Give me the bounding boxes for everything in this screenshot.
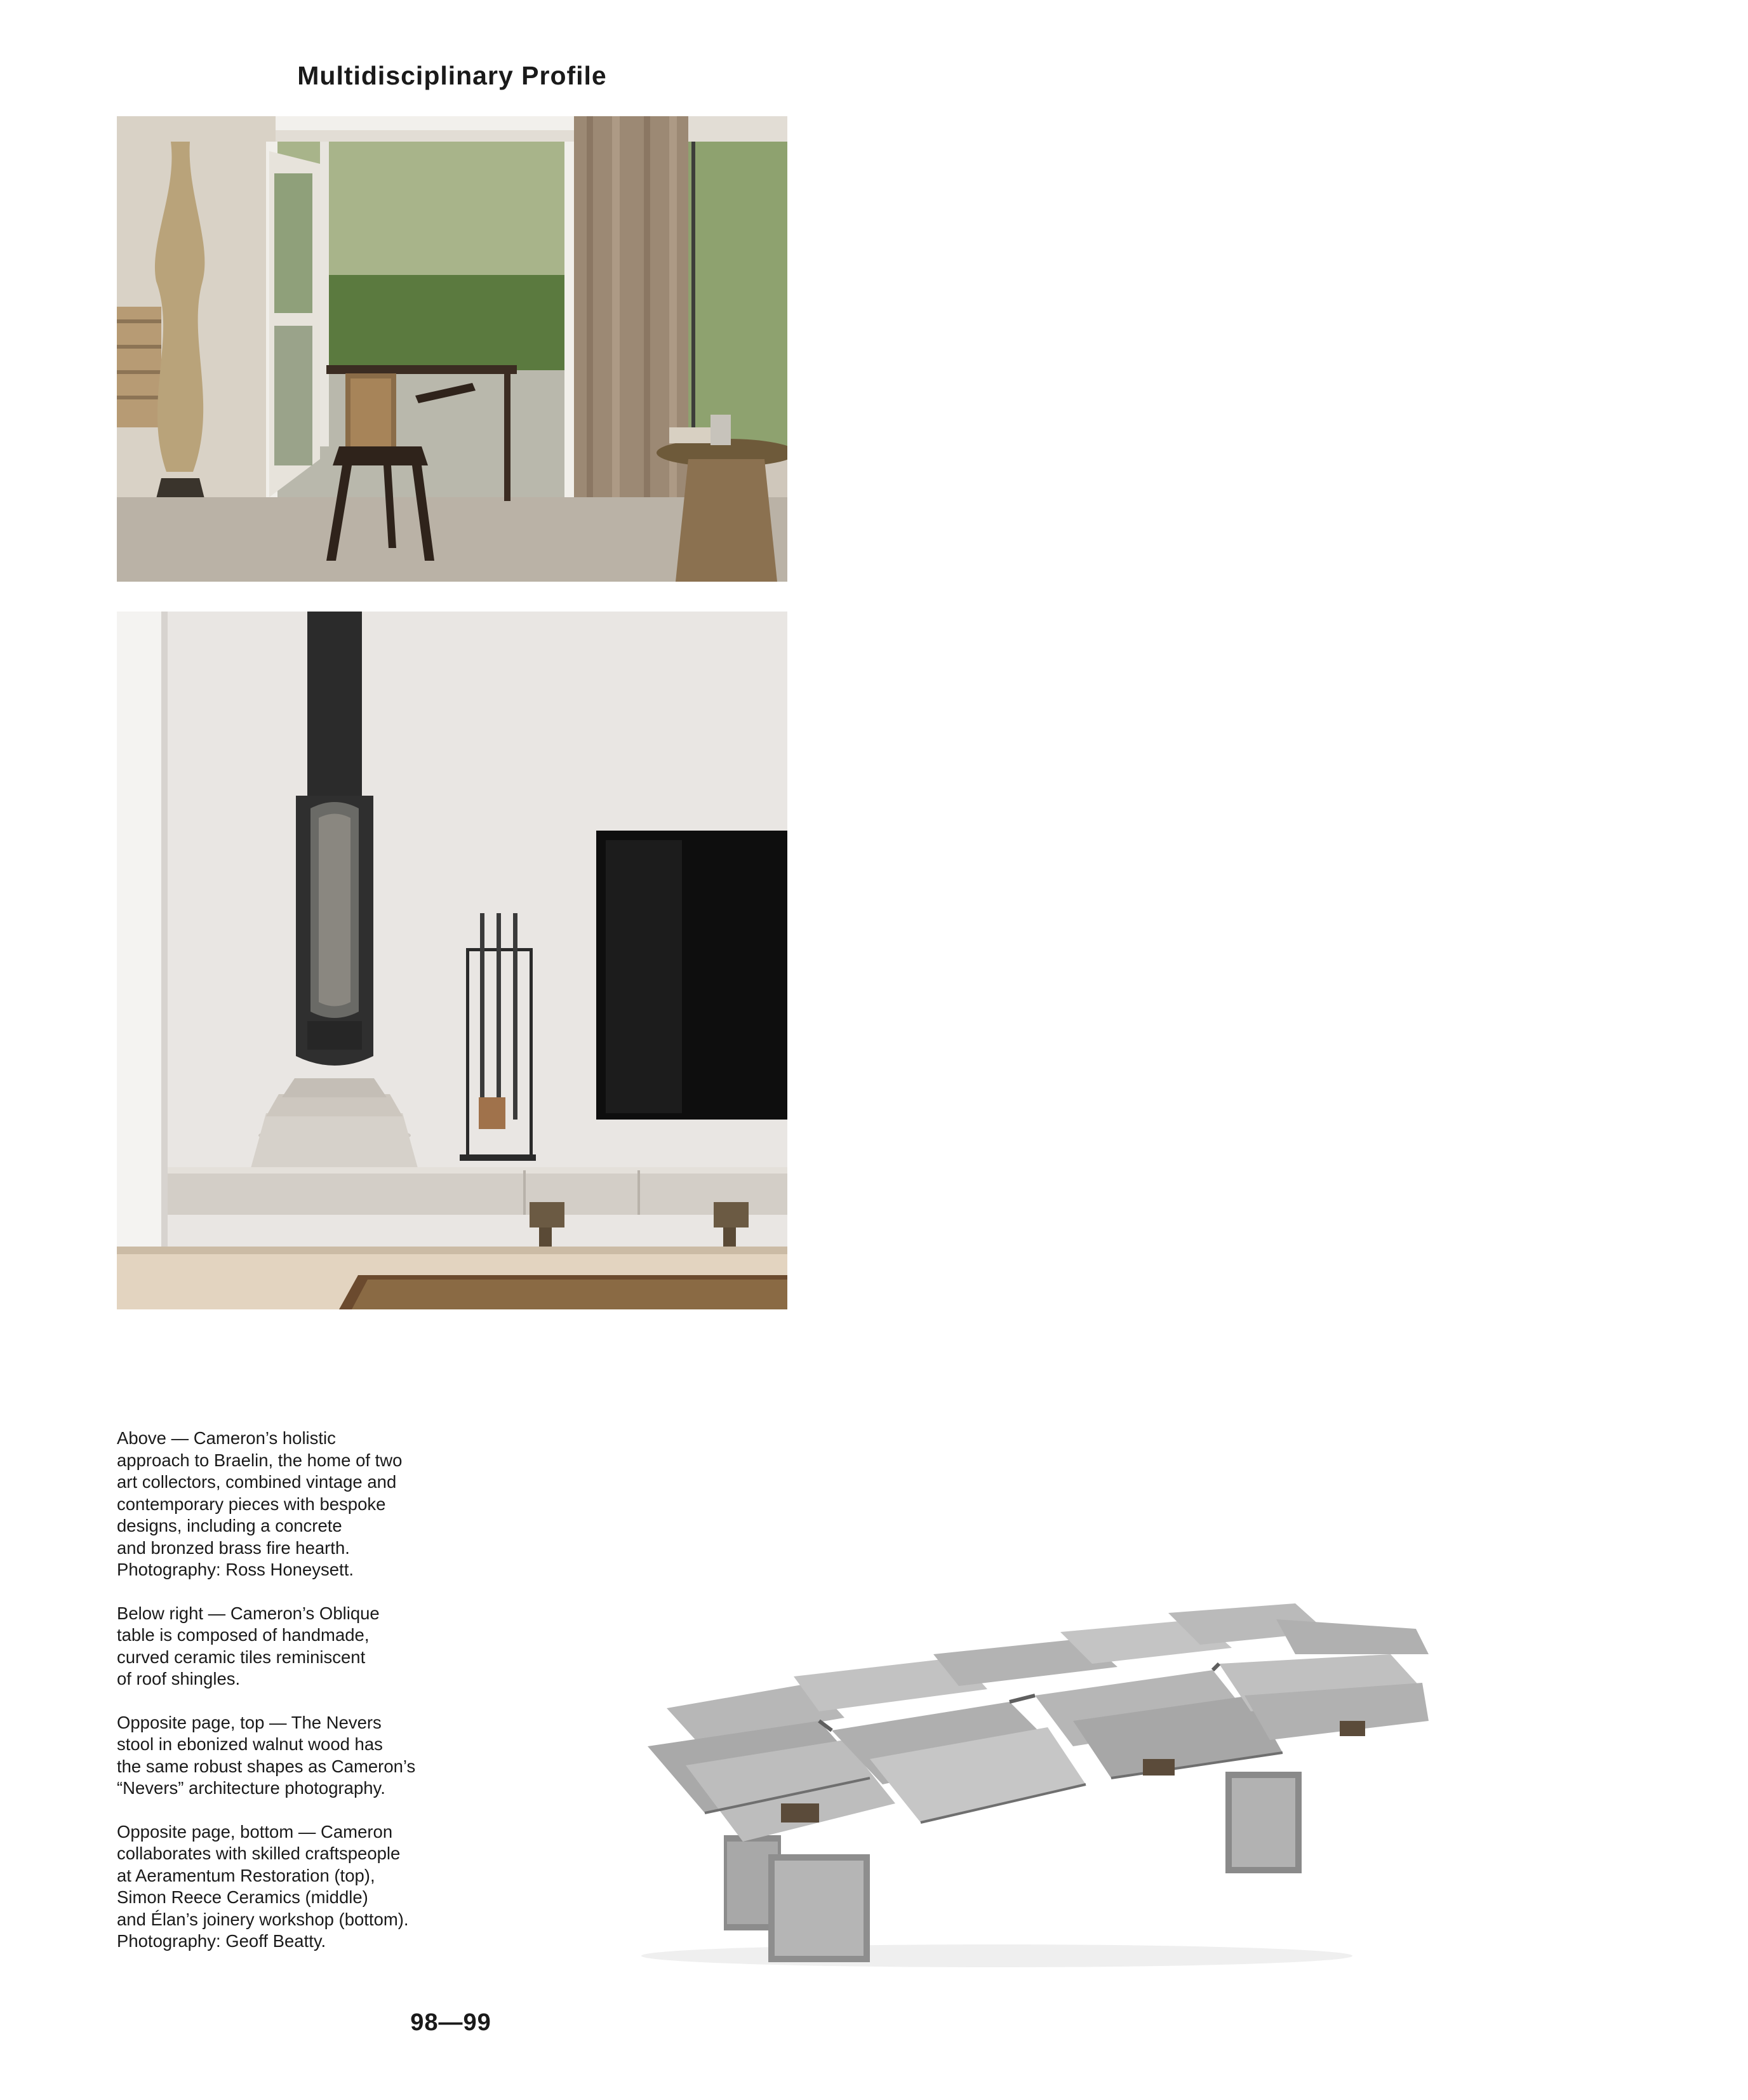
caption-above: Above — Cameron’s holistic approach to Braelin, the home of two art collectors, combined vintage and contemporary pieces with bespoke designs, including a concrete and bronzed brass fire hearth. Photography: Ross Honeysett. <box>117 1428 403 1579</box>
page-number: 98—99 <box>410 2009 491 2036</box>
photo-fireplace-hearth <box>117 612 787 1309</box>
caption-opposite-bottom: Opposite page, bottom — Cameron collaborates with skilled craftspeople at Aeramentum Restoration (top), Simon Reece Ceramics (middle) and Élan’s joinery workshop (bottom). Photography: Geoff Beatty. <box>117 1821 409 1951</box>
photo-oblique-table <box>514 1594 1505 1975</box>
caption-block <box>117 1428 447 1974</box>
caption-opposite-top: Opposite page, top — The Nevers stool in ebonized walnut wood has the same robust shapes as Cameron’s “Nevers” architecture photography. <box>117 1712 416 1798</box>
caption-below-right: Below right — Cameron’s Oblique table is composed of handmade, curved ceramic tiles reminiscent of roof shingles. <box>117 1603 380 1689</box>
photo-study-interior <box>117 116 787 582</box>
page-title: Multidisciplinary Profile <box>297 61 607 90</box>
